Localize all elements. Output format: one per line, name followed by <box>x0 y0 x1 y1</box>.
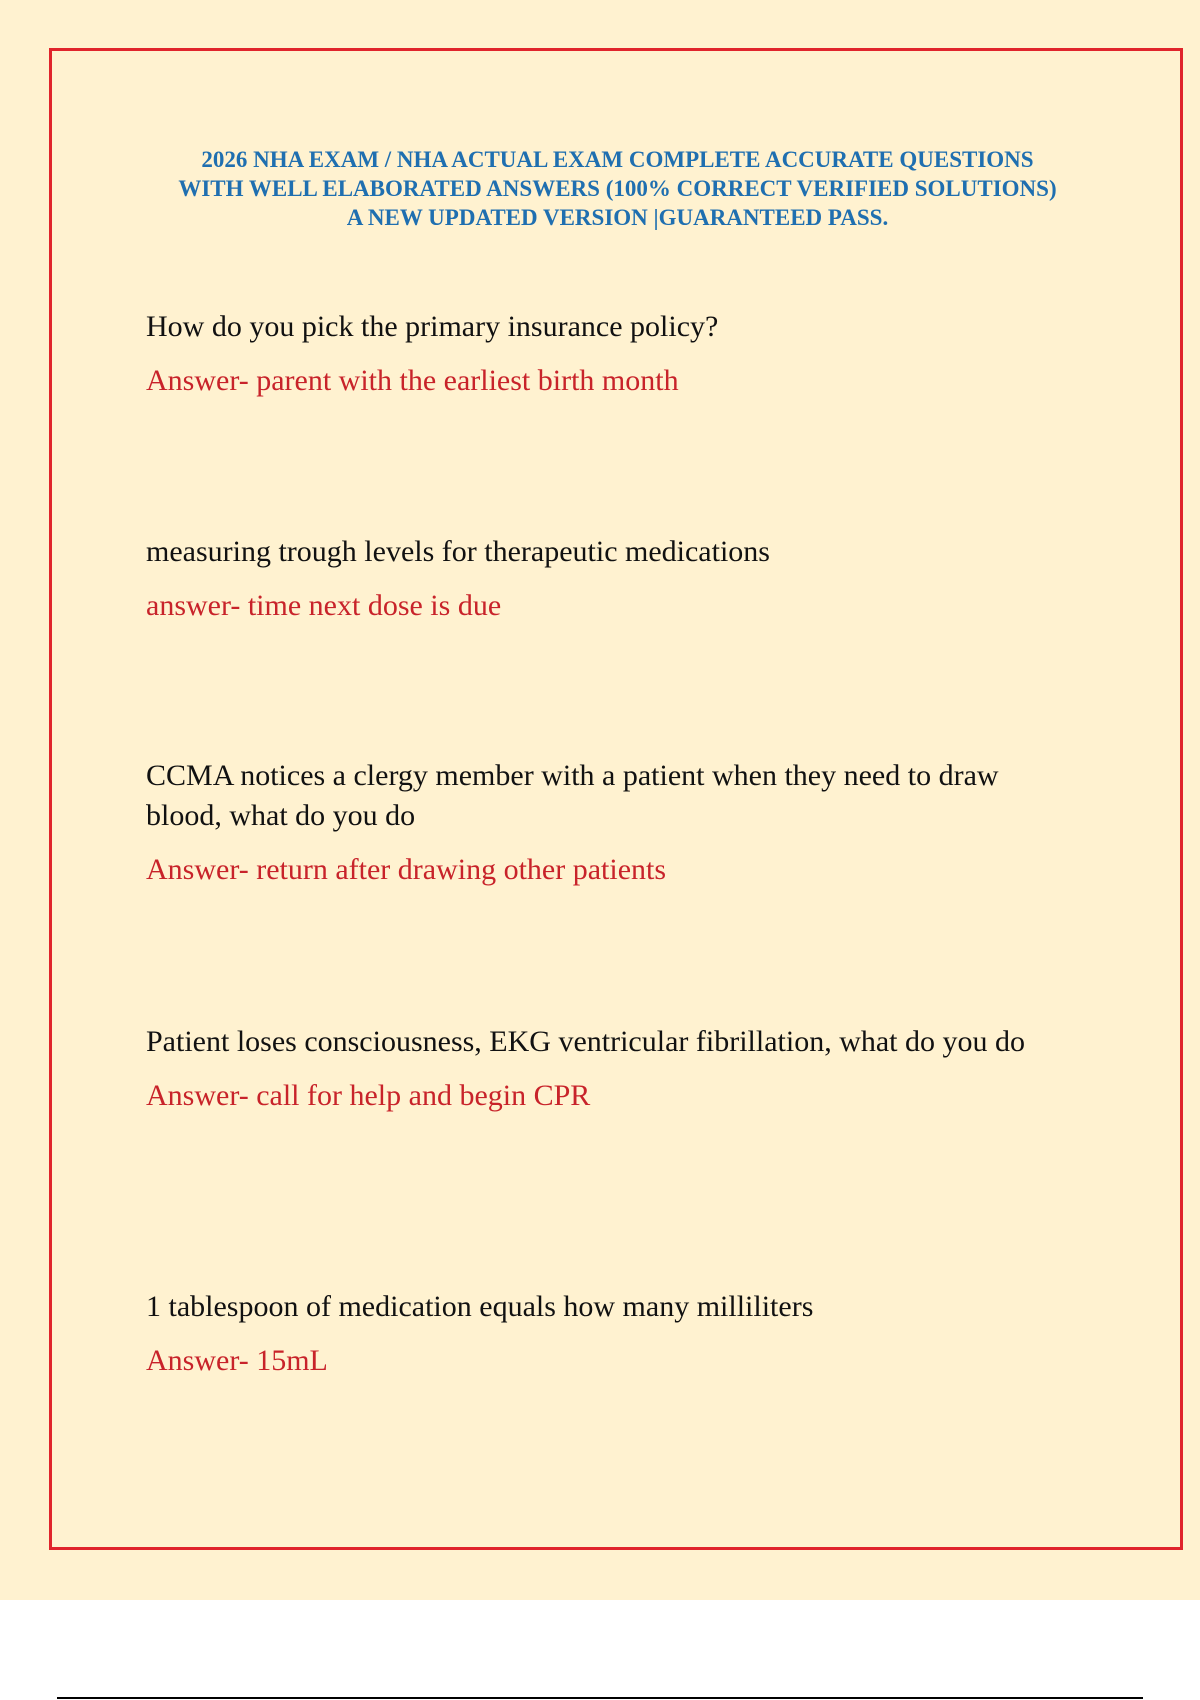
title-line: 2026 NHA EXAM / NHA ACTUAL EXAM COMPLETE ACCURATE QUESTIONS <box>201 147 1034 172</box>
title-line: WITH WELL ELABORATED ANSWERS (100% CORRECT VERIFIED SOLUTIONS) <box>178 176 1057 201</box>
qa-item <box>146 1022 1076 1116</box>
answer-text: Answer- 15mL <box>146 1344 328 1377</box>
question-text: measuring trough levels for therapeutic medications <box>146 535 770 568</box>
qa-item <box>146 307 1076 401</box>
document-title <box>130 145 1105 232</box>
question-text: 1 tablespoon of medication equals how many milliliters <box>146 1290 814 1323</box>
question-text: CCMA notices a clergy member with a patient when they need to draw blood, what do you do <box>146 759 999 832</box>
footer-rule <box>57 1697 1143 1699</box>
question-text: Patient loses consciousness, EKG ventricular fibrillation, what do you do <box>146 1025 1026 1058</box>
answer-text: answer- time next dose is due <box>146 589 502 622</box>
title-line: A NEW UPDATED VERSION |GUARANTEED PASS. <box>346 205 889 230</box>
answer-text: Answer- call for help and begin CPR <box>146 1079 591 1112</box>
answer-text: Answer- parent with the earliest birth month <box>146 364 679 397</box>
qa-item <box>146 1287 1076 1381</box>
question-text: How do you pick the primary insurance policy? <box>146 310 719 343</box>
answer-text: Answer- return after drawing other patients <box>146 853 667 886</box>
qa-item <box>146 532 1076 626</box>
qa-item <box>146 756 1076 890</box>
